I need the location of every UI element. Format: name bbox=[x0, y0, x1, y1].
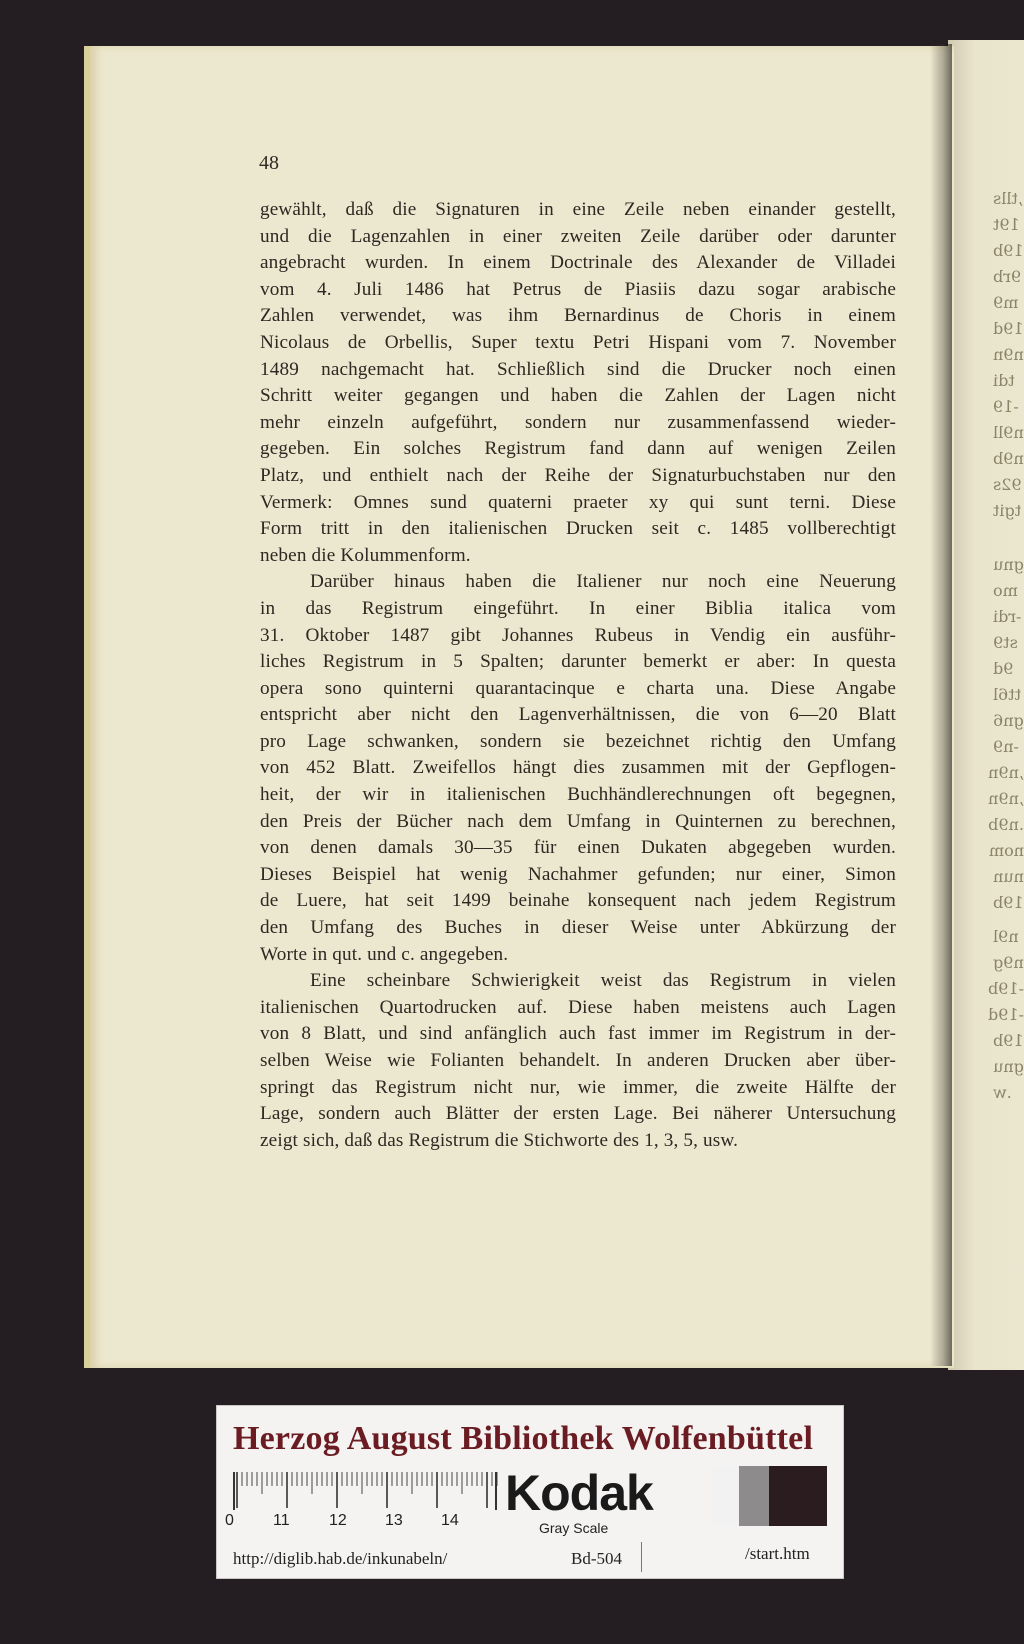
bleed-through-line: nom bbox=[988, 841, 1024, 860]
bleed-through-line: 19b bbox=[993, 241, 1024, 260]
gutter-shadow bbox=[930, 44, 952, 1366]
bleed-through-line: -n9 bbox=[993, 737, 1019, 756]
bleed-through-line: 19d bbox=[993, 319, 1024, 338]
text-line: neben die Kolummenform. bbox=[260, 544, 471, 566]
bleed-through-line: .n9b bbox=[988, 815, 1024, 834]
text-line: Darüber hinaus haben die Italiener nur noch eine Neuerung bbox=[310, 571, 896, 593]
ruler-label: 12 bbox=[329, 1512, 347, 1529]
bleed-through-block-3 bbox=[987, 924, 1024, 1106]
gray-patch-light bbox=[711, 1466, 739, 1526]
bleed-through-line: 9d bbox=[993, 659, 1014, 678]
text-line: von 8 Blatt, und sind anfänglich auch fast immer im Registrum in der- bbox=[260, 1023, 896, 1045]
url-right: /start.htm bbox=[745, 1544, 810, 1563]
bleed-through-line: n9b bbox=[993, 449, 1024, 468]
text-line: Platz, und enthielt nach der Reihe der Signaturbuchstaben nur den bbox=[260, 464, 896, 486]
text-line: von 452 Blatt. Zweifellos hängt dies zusammen mit der Gepflogen- bbox=[260, 757, 896, 779]
text-line: Zahlen verwendet, was ihm Bernardinus de Choris in einem bbox=[260, 305, 896, 327]
text-line: in das Registrum eingeführt. In einer Biblia italica vom bbox=[260, 597, 896, 619]
bleed-through-line: 92s bbox=[993, 475, 1022, 494]
bleed-through-line: -19 bbox=[993, 397, 1019, 416]
text-line: italienischen Quartodrucken auf. Diese haben meistens auch Lagen bbox=[260, 996, 896, 1018]
bleed-through-line: m9 bbox=[993, 293, 1019, 312]
text-line: Schritt weiter gegangen und haben die Zahlen der Lagen nicht bbox=[260, 385, 896, 407]
measurement-ruler bbox=[233, 1472, 497, 1510]
bleed-through-line: nun bbox=[993, 867, 1024, 886]
shelfmark: Bd-504 bbox=[571, 1549, 622, 1568]
text-line: 1489 nachgemacht hat. Schließlich sind die Drucker noch einen bbox=[260, 358, 896, 380]
brand-subtitle: Gray Scale bbox=[539, 1520, 609, 1536]
bleed-through-line: 9rb bbox=[993, 267, 1022, 286]
bleed-through-line: tt6l bbox=[993, 685, 1022, 704]
text-line: mehr einzeln aufgeführt, sondern nur zusammenfassend wieder- bbox=[260, 411, 896, 433]
bleed-through-line: gnu bbox=[993, 1057, 1024, 1076]
page-number: 48 bbox=[259, 152, 279, 174]
bleed-through-line: ,n9n bbox=[988, 763, 1024, 782]
paragraph bbox=[260, 197, 896, 569]
ruler-label: 13 bbox=[385, 1512, 403, 1529]
text-line: Dieses Beispiel hat wenig Nachahmer gefunden; nur einer, Simon bbox=[260, 863, 896, 885]
gray-scale-patches bbox=[711, 1466, 827, 1526]
bleed-through-line: st9 bbox=[993, 633, 1018, 652]
text-line: angebracht wurden. In einem Doctrinale des Alexander de Villadei bbox=[260, 252, 896, 274]
text-line: 31. Oktober 1487 gibt Johannes Rubeus in Vendig ein ausführ- bbox=[260, 624, 896, 646]
text-line: den Preis der Bücher nach dem Umfang in Quinternen zu berechnen, bbox=[260, 810, 896, 832]
bleed-through-line: -19d bbox=[987, 1005, 1024, 1024]
text-line: vom 4. Juli 1486 hat Petrus de Piasiis dazu sogar arabische bbox=[260, 278, 896, 300]
url-left: http://diglib.hab.de/inkunabeln/ bbox=[233, 1549, 448, 1568]
text-line: Worte in qut. und c. angegeben. bbox=[260, 943, 509, 965]
paragraph bbox=[260, 968, 896, 1154]
paragraph bbox=[260, 569, 896, 968]
text-line: entspricht aber nicht den Lagenverhältnissen, die von 6—20 Blatt bbox=[260, 704, 896, 726]
gray-patch-dark bbox=[769, 1466, 827, 1526]
text-line: liches Registrum in 5 Spalten; darunter bemerkt er aber: In questa bbox=[260, 651, 896, 673]
ruler-label: 14 bbox=[441, 1512, 459, 1529]
ruler-ticks bbox=[235, 1472, 495, 1510]
brand-logo: Kodak bbox=[505, 1465, 653, 1521]
bleed-through-line: mo bbox=[993, 581, 1018, 600]
library-name: Herzog August Bibliothek Wolfenbüttel bbox=[233, 1420, 814, 1457]
bleed-through-line: 19b bbox=[993, 893, 1024, 912]
bleed-through-line: ,tlls bbox=[993, 189, 1023, 208]
text-line: Form tritt in den italienischen Drucken seit c. 1485 vollberechtigt bbox=[260, 518, 896, 540]
text-line: de Luere, hat seit 1499 beinahe konsequent nach jedem Registrum bbox=[260, 890, 896, 912]
text-line: Lage, sondern auch Blätter der ersten Lage. Bei näherer Untersuchung bbox=[260, 1103, 896, 1125]
body-text bbox=[260, 197, 896, 1154]
bleed-through-line: -rdi bbox=[993, 607, 1022, 626]
bleed-through-line: gn6 bbox=[993, 711, 1024, 730]
text-line: Eine scheinbare Schwierigkeit weist das Registrum in vielen bbox=[310, 970, 896, 992]
bleed-through-block-1 bbox=[993, 186, 1024, 524]
text-line: Vermerk: Omnes sund quaterni praeter xy qui sunt terni. Diese bbox=[260, 491, 896, 513]
bleed-through-line: n9n bbox=[993, 345, 1024, 364]
text-line: den Umfang des Buches in dieser Weise unter Abkürzung der bbox=[260, 917, 896, 939]
text-line: heit, der wir in italienischen Buchhändlerechnungen oft begegnen, bbox=[260, 784, 896, 806]
bleed-through-line: -19b bbox=[987, 979, 1024, 998]
bleed-through-line: gnu bbox=[993, 555, 1024, 574]
text-line: selben Weise wie Folianten behandelt. In anderen Drucken aber über- bbox=[260, 1050, 896, 1071]
bleed-through-line: .w bbox=[993, 1083, 1012, 1102]
text-line: gegeben. Ein solches Registrum fand dann auf wenigen Zeilen bbox=[260, 438, 896, 460]
bleed-through-line: n9ll bbox=[993, 423, 1024, 442]
color-target-card bbox=[216, 1405, 844, 1579]
text-line: gewählt, daß die Signaturen in eine Zeile neben einander gestellt, bbox=[260, 199, 896, 220]
text-line: opera sono quinterni quarantacinque e charta una. Diese Angabe bbox=[260, 677, 896, 699]
bleed-through-line: n9g bbox=[993, 953, 1024, 972]
ruler-label: 11 bbox=[273, 1512, 290, 1529]
text-line: Nicolaus de Orbellis, Super textu Petri Hispani vom 7. November bbox=[260, 331, 896, 353]
gray-patch-mid bbox=[739, 1466, 769, 1526]
ruler-label: 0 bbox=[225, 1512, 234, 1529]
bleed-through-line: tgit bbox=[993, 501, 1022, 520]
text-line: zeigt sich, daß das Registrum die Stichworte des 1, 3, 5, usw. bbox=[260, 1129, 739, 1151]
bleed-through-line: 19b bbox=[993, 1031, 1024, 1050]
divider bbox=[641, 1542, 642, 1572]
bleed-through-line: ,n9n bbox=[988, 789, 1024, 808]
text-line: und die Lagenzahlen in einer zweiten Zeile darüber oder darunter bbox=[260, 225, 896, 247]
text-line: von denen damals 30—35 für einen Dukaten abgegeben wurden. bbox=[260, 837, 896, 859]
bleed-through-line: n9l bbox=[993, 927, 1019, 946]
text-line: springt das Registrum nicht nur, wie immer, die zweite Hälfte der bbox=[260, 1076, 896, 1098]
bleed-through-block-2 bbox=[988, 552, 1024, 916]
text-line: pro Lage schwanken, sondern sie bezeichnet richtig den Umfang bbox=[260, 730, 896, 752]
bleed-through-line: tdi bbox=[993, 371, 1015, 390]
bleed-through-line: 19t bbox=[993, 215, 1020, 234]
